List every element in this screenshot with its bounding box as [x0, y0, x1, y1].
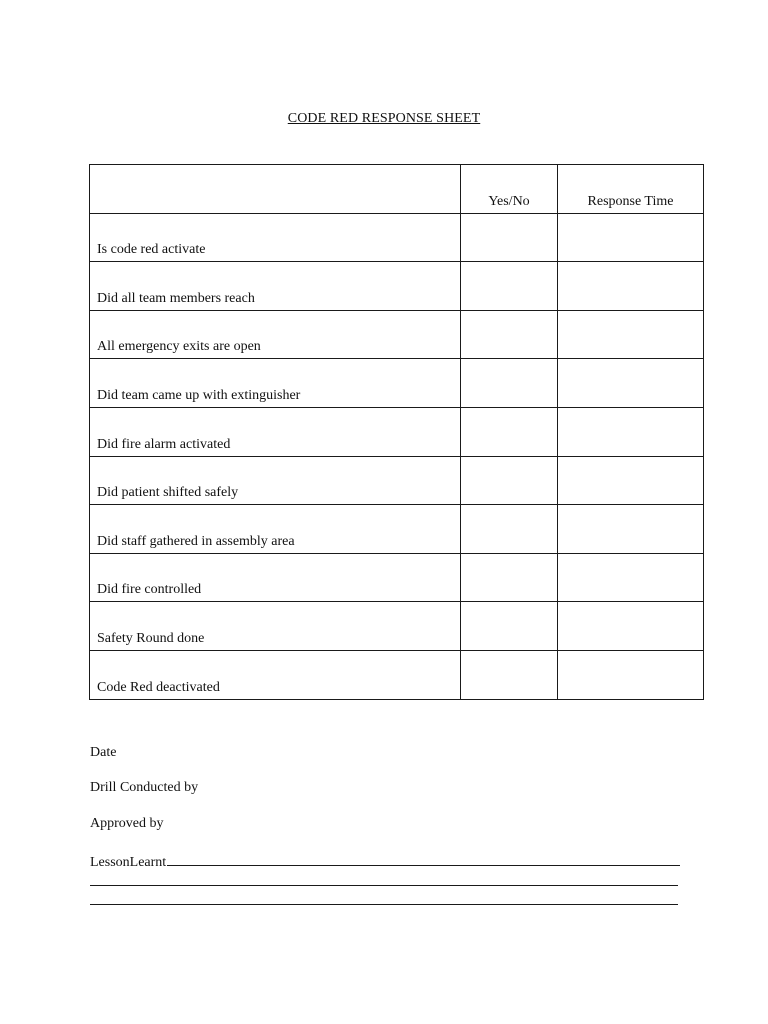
row-item-label: Did patient shifted safely: [90, 456, 461, 505]
row-item-label: Code Red deactivated: [90, 650, 461, 699]
row-item-label: All emergency exits are open: [90, 310, 461, 359]
yes-no-cell[interactable]: [461, 650, 558, 699]
lesson-learnt-label: LessonLearnt: [90, 855, 167, 870]
table-row: [90, 602, 704, 651]
approved-by-label: Approved by: [90, 816, 164, 831]
response-time-cell[interactable]: [558, 359, 704, 408]
header-item: [90, 165, 461, 214]
row-item-label: Did fire controlled: [90, 553, 461, 602]
yes-no-cell[interactable]: [461, 505, 558, 554]
lesson-learnt-line[interactable]: [167, 851, 680, 866]
response-time-cell[interactable]: [558, 310, 704, 359]
response-time-cell[interactable]: [558, 456, 704, 505]
table-row: [90, 262, 704, 311]
date-label: Date: [90, 745, 117, 760]
table-row: [90, 505, 704, 554]
row-item-label: Is code red activate: [90, 213, 461, 262]
yes-no-cell[interactable]: [461, 359, 558, 408]
table-row: [90, 407, 704, 456]
row-item-label: Did team came up with extinguisher: [90, 359, 461, 408]
response-time-cell[interactable]: [558, 650, 704, 699]
response-time-cell[interactable]: [558, 553, 704, 602]
yes-no-cell[interactable]: [461, 602, 558, 651]
table-row: [90, 553, 704, 602]
row-item-label: Did staff gathered in assembly area: [90, 505, 461, 554]
yes-no-cell[interactable]: [461, 553, 558, 602]
drill-conducted-label: Drill Conducted by: [90, 780, 199, 795]
yes-no-cell[interactable]: [461, 456, 558, 505]
response-time-cell[interactable]: [558, 505, 704, 554]
writing-line[interactable]: [90, 904, 678, 905]
row-item-label: Did all team members reach: [90, 262, 461, 311]
writing-line[interactable]: [90, 885, 678, 886]
table-row: [90, 650, 704, 699]
response-time-cell[interactable]: [558, 213, 704, 262]
header-response-time: Response Time: [558, 165, 704, 214]
header-yes-no: Yes/No: [461, 165, 558, 214]
row-item-label: Did fire alarm activated: [90, 407, 461, 456]
row-item-label: Safety Round done: [90, 602, 461, 651]
response-time-cell[interactable]: [558, 262, 704, 311]
table-row: [90, 359, 704, 408]
response-time-cell[interactable]: [558, 602, 704, 651]
response-table: [89, 164, 704, 700]
yes-no-cell[interactable]: [461, 310, 558, 359]
yes-no-cell[interactable]: [461, 407, 558, 456]
yes-no-cell[interactable]: [461, 262, 558, 311]
table-header-row: [90, 165, 704, 214]
lesson-learnt-field: [90, 851, 680, 871]
response-time-cell[interactable]: [558, 407, 704, 456]
table-row: [90, 310, 704, 359]
table-row: [90, 456, 704, 505]
document-title: CODE RED RESPONSE SHEET: [287, 111, 481, 126]
yes-no-cell[interactable]: [461, 213, 558, 262]
table-row: [90, 213, 704, 262]
